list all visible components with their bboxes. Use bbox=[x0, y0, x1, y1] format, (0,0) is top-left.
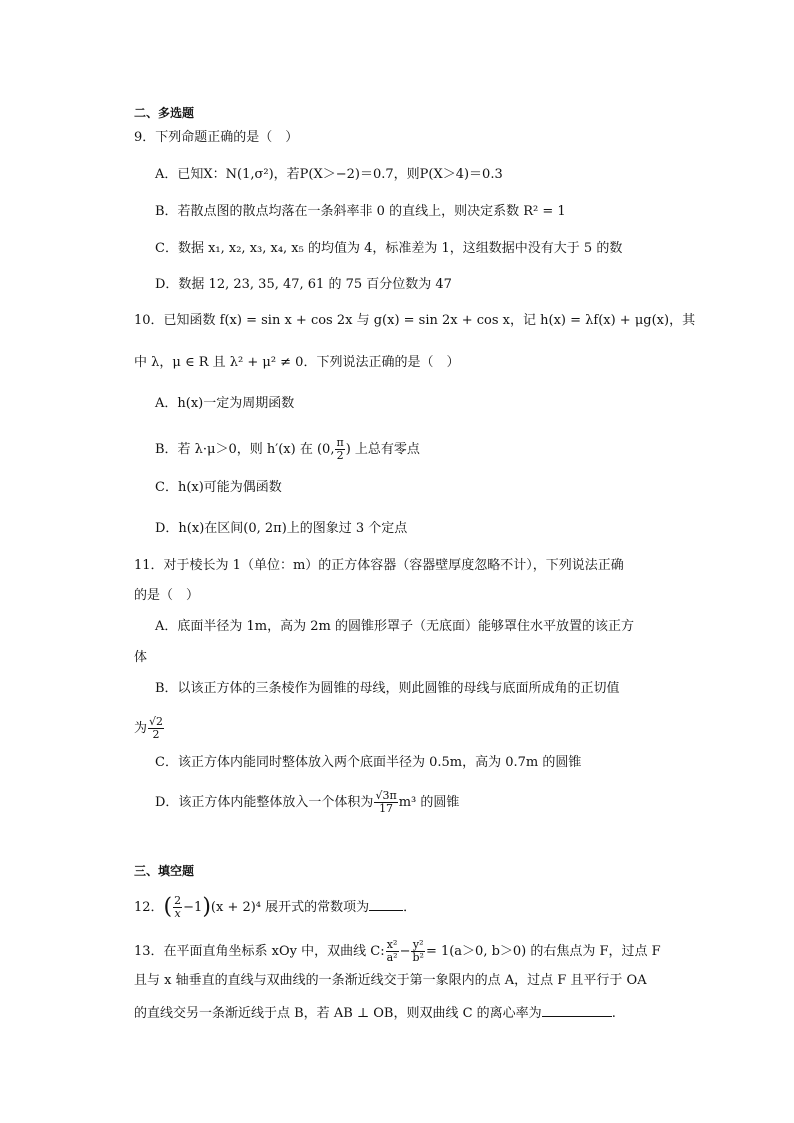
question-10-stem-line2: 中 λ，μ ∈ R 且 λ² + μ² ≠ 0．下列说法正确的是（ ） bbox=[134, 355, 460, 370]
fraction-numerator: y² bbox=[412, 938, 424, 951]
question-11-option-d bbox=[155, 790, 794, 815]
minus-sign: − bbox=[399, 944, 411, 959]
question-13-line3 bbox=[134, 1004, 794, 1023]
question-9-option-d: D．数据 12, 23, 35, 47, 61 的 75 百分位数为 47 bbox=[155, 277, 452, 292]
question-10-option-b-prefix: B．若 λ·μ＞0，则 h′(x) 在 bbox=[155, 442, 313, 457]
interval-close: ) bbox=[345, 442, 351, 457]
fraction-denominator: x bbox=[174, 907, 181, 920]
fraction-numerator: √2 bbox=[149, 715, 164, 728]
fraction-numerator: π bbox=[336, 436, 344, 449]
question-11-option-c: C．该正方体内能同时整体放入两个底面半径为 0.5m，高为 0.7m 的圆锥 bbox=[155, 755, 582, 770]
paren-close: ) bbox=[202, 894, 211, 920]
question-10-stem-line1: 10．已知函数 f(x) = sin x + cos 2x 与 g(x) = sin 2x + cos x，记 h(x) = λf(x) + μg(x)，其 bbox=[134, 313, 696, 328]
question-11-option-a-line2: 体 bbox=[134, 650, 148, 665]
question-9-option-c: C．数据 x₁, x₂, x₃, x₄, x₅ 的均值为 4，标准差为 1，这组数据中没有大于 5 的数 bbox=[155, 241, 623, 256]
x2-over-a2-fraction bbox=[386, 939, 399, 964]
sqrt2-over-2-fraction bbox=[148, 716, 164, 741]
question-11-option-a-line1: A．底面半径为 1m，高为 2m 的圆锥形罩子（无底面）能够罩住水平放置的该正方 bbox=[155, 619, 634, 634]
question-11-option-b-line1: B．以该正方体的三条棱作为圆锥的母线，则此圆锥的母线与底面所成角的正切值 bbox=[155, 681, 620, 696]
question-12-number: 12． bbox=[134, 900, 164, 915]
question-9-option-b: B．若散点图的散点均落在一条斜率非 0 的直线上，则决定系数 R² = 1 bbox=[155, 204, 566, 219]
question-10-option-d: D．h(x)在区间(0, 2π)上的图象过 3 个定点 bbox=[155, 521, 408, 536]
pi-over-2-fraction bbox=[335, 437, 344, 462]
interval-open: (0, bbox=[316, 442, 335, 457]
question-12-expression: (x + 2)⁴ 展开式的常数项为 bbox=[210, 900, 370, 915]
question-11-option-b-prefix: 为 bbox=[134, 721, 148, 736]
question-13-prefix: 13．在平面直角坐标系 xOy 中，双曲线 C: bbox=[134, 944, 385, 959]
minus-one: −1 bbox=[183, 900, 203, 915]
question-10-option-b-suffix: 上总有零点 bbox=[354, 442, 420, 457]
fraction-denominator: a² bbox=[386, 951, 398, 964]
question-11-option-d-prefix: D．该正方体内能整体放入一个体积为 bbox=[155, 795, 374, 810]
section-heading-multiple-choice: 二、多选题 bbox=[134, 106, 195, 120]
question-12-end: ． bbox=[403, 900, 417, 915]
question-13-end: . bbox=[611, 1006, 616, 1021]
two-over-x-fraction bbox=[173, 895, 182, 920]
fraction-denominator: 2 bbox=[336, 449, 344, 462]
fraction-numerator: x² bbox=[386, 938, 398, 951]
section-heading-fill-in: 三、填空题 bbox=[134, 864, 195, 878]
question-9-option-a: A．已知X：N(1,σ²)，若P(X＞−2)＝0.7，则P(X＞4)＝0.3 bbox=[155, 167, 503, 182]
question-10-option-b bbox=[155, 437, 794, 462]
question-11-option-d-suffix: m³ 的圆锥 bbox=[398, 795, 460, 810]
question-13-line3-text: 的直线交另一条渐近线于点 B，若 AB ⊥ OB，则双曲线 C 的离心率为 bbox=[134, 1006, 542, 1021]
question-11-stem-line2: 的是（ ） bbox=[134, 588, 200, 603]
fraction-denominator: 17 bbox=[379, 802, 394, 815]
y2-over-b2-fraction bbox=[411, 939, 424, 964]
question-11-option-b-line2 bbox=[134, 716, 794, 741]
question-13-suffix: = 1(a＞0, b＞0) 的右焦点为 F，过点 F bbox=[425, 944, 661, 959]
paren-open: ( bbox=[163, 894, 173, 920]
question-11-stem-line1: 11．对于棱长为 1（单位：m）的正方体容器（容器壁厚度忽略不计），下列说法正确 bbox=[134, 558, 624, 573]
volume-fraction bbox=[374, 790, 397, 815]
question-10-option-a: A．h(x)一定为周期函数 bbox=[155, 396, 295, 411]
question-12 bbox=[134, 895, 794, 920]
fraction-numerator: √3π bbox=[375, 789, 397, 802]
fraction-denominator: b² bbox=[412, 951, 424, 964]
question-10-option-c: C．h(x)可能为偶函数 bbox=[155, 480, 282, 495]
fraction-denominator: 2 bbox=[152, 728, 160, 741]
fraction-numerator: 2 bbox=[174, 894, 182, 907]
question-13-line2: 且与 x 轴垂直的直线与双曲线的一条渐近线交于第一象限内的点 A，过点 F 且平行于 OA bbox=[134, 973, 647, 988]
question-9-stem: 9．下列命题正确的是（ ） bbox=[134, 130, 299, 145]
question-13-line1 bbox=[134, 939, 794, 964]
answer-blank-13[interactable] bbox=[542, 1004, 612, 1017]
answer-blank-12[interactable] bbox=[369, 898, 403, 911]
